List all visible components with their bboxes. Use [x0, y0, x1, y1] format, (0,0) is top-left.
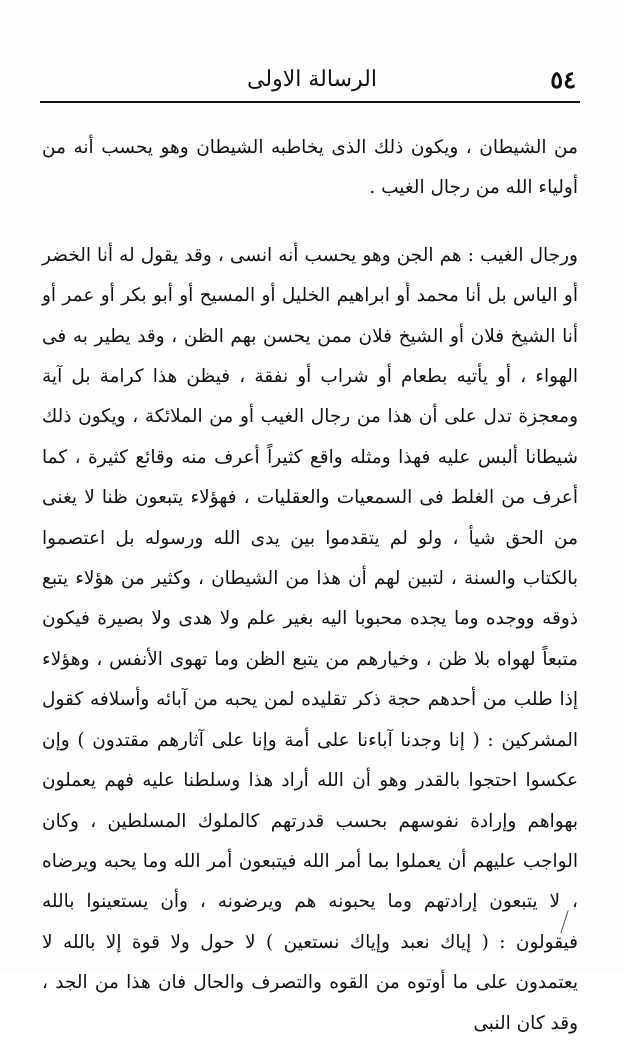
running-title: الرسالة الاولى: [247, 67, 377, 92]
paragraph-1: من الشيطان ، ويكون ذلك الذى يخاطبه الشيطان وهو يحسب أنه من أولياء الله من رجال الغيب .: [42, 137, 578, 199]
page-header: [42, 60, 582, 104]
header-rule: [40, 101, 580, 103]
paragraph-2: ورجال الغيب : هم الجن وهو يحسب أنه انسى ، وقد يقول له أنا الخضر أو الياس بل أنا محمد أو ابراهيم الخليل أو المسيح أو أبو بكر أو عمر أو أنا الشيخ فلان أو الشيخ فلان ممن يحسن بهم الظن ، وقد يطير به فى الهواء ، أو يأتيه بطعام أو شراب أو نفقة ، فيظن هذا كرامة بل آية ومعجزة تدل على أن هذا من رجال الغيب أو من الملائكة ، ويكون ذلك شيطانا ألبس عليه فهذا ومثله واقع كثيراً أعرف منه وقائع كثيرة ، كما أعرف من الغلط فى السمعيات والعقليات ، فهؤلاء يتبعون ظنا لا يغنى من الحق شيأ ، ولو لم يتقدموا بين يدى الله ورسوله بل اعتصموا بالكتاب والسنة ، لتبين لهم أن هذا من الشيطان ، وكثير من هؤلاء يتبع ذوقه ووجده وما يجده محبوبا اليه بغير علم ولا هدى ولا بصيرة فيكون متبعاً لهواه بلا ظن ، وخيارهم من يتبع الظن وما تهوى الأنفس ، وهؤلاء إذا طلب من أحدهم حجة ذكر تقليده لمن يحبه من آبائه وأسلافه كقول المشركين : ( إنا وجدنا آباءنا على أمة وإنا على آثارهم مقتدون ) وإن عكسوا احتجوا بالقدر وهو أن الله أراد هذا وسلطنا عليه فهم يعملون بهواهم وإرادة نفوسهم بحسب قدرتهم كالملوك المسلطين ، وكان الواجب عليهم أن يعملوا بما أمر الله فيتبعون أمر الله وما يحبه ويرضاه ، لا يتبعون إرادتهم وما يحبونه هم ويرضونه ، وأن يستعينوا بالله فيقولون : ( إياك نعبد وإياك نستعين ) لا حول ولا قوة إلا بالله لا يعتمدون على ما أوتوه من القوه والتصرف والحال فان هذا من الجد ، وقد كان النبى: [42, 244, 578, 1034]
page-number: ٥٤: [550, 65, 576, 94]
body-text: [42, 128, 578, 1044]
